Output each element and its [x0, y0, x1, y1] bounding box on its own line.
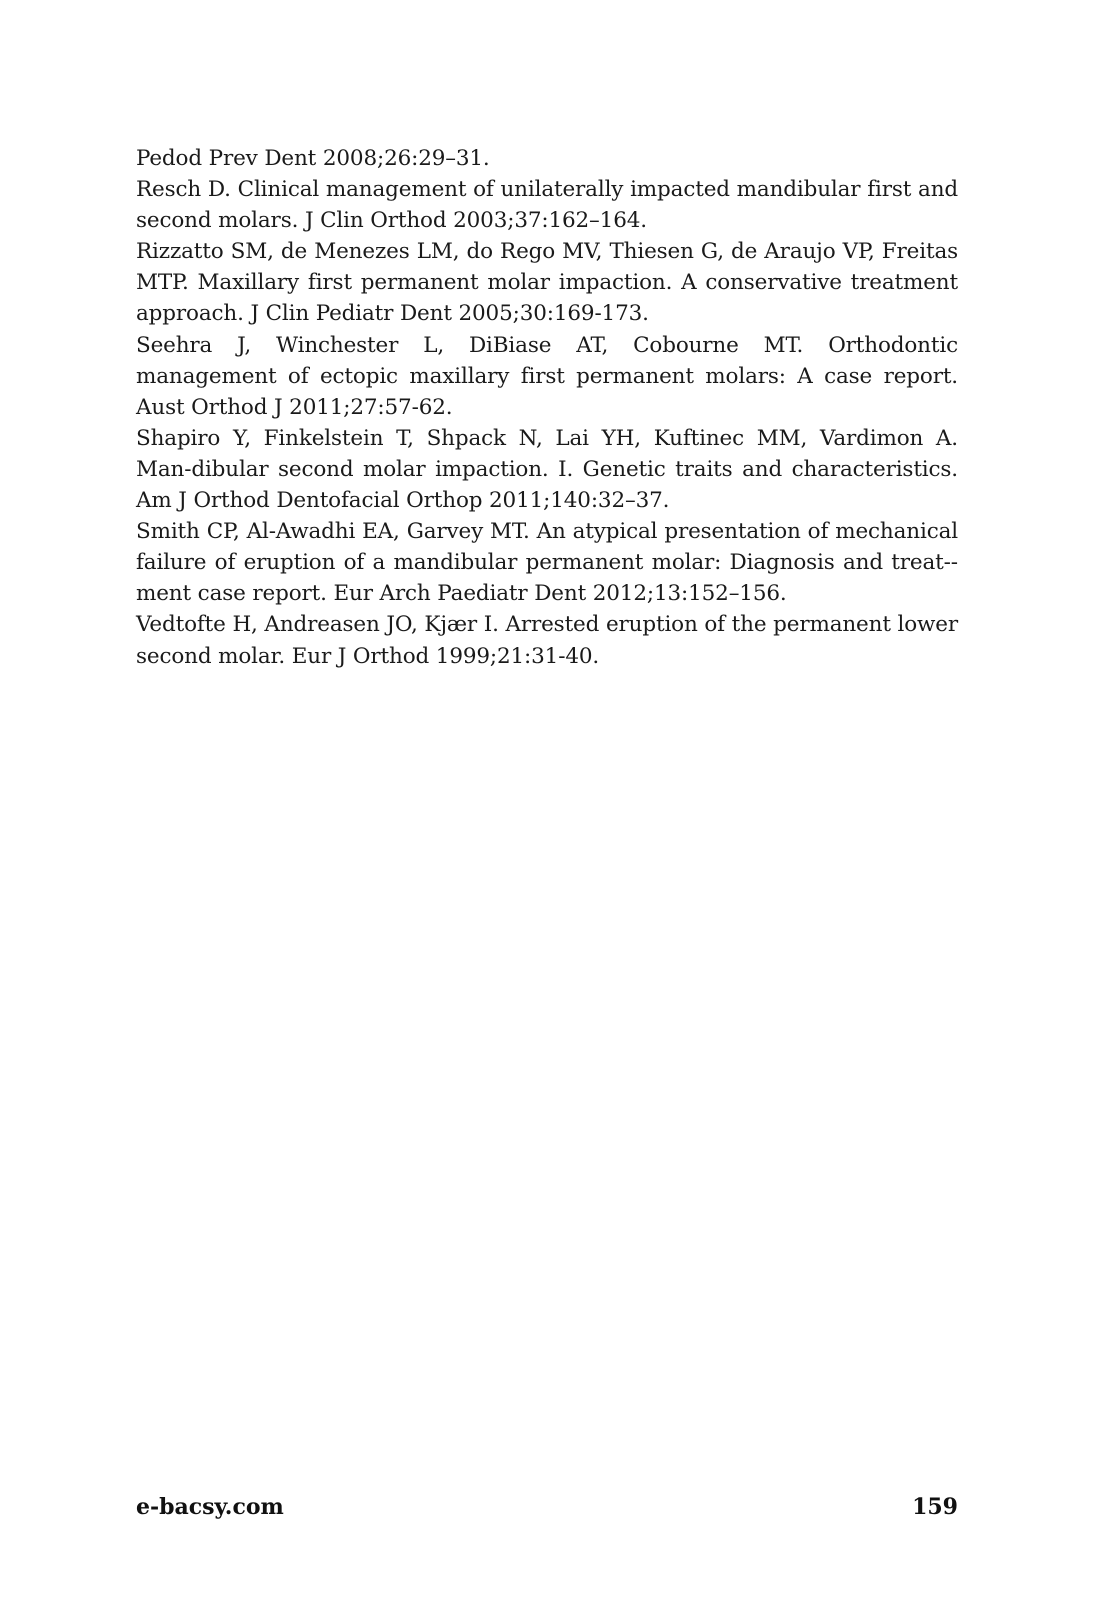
reference-list: [136, 143, 958, 672]
reference-item: Shapiro Y, Finkelstein T, Shpack N, Lai YH, Kuftinec MM, Vardimon A. Man-dibular second molar impaction. I. Genetic traits and characteristics. Am J Orthod Dentofacial Orthop 2011;140:32–37.: [136, 425, 958, 514]
reference-item: Rizzatto SM, de Menezes LM, do Rego MV, Thiesen G, de Araujo VP, Freitas MTP. Maxillary first permanent molar impaction. A conservative treatment approach. J Clin Pediatr Dent 2005;30:169-173.: [136, 239, 958, 327]
reference-item: Pedod Prev Dent 2008;26:29–31.: [136, 146, 490, 171]
footer-website: e-bacsy.com: [136, 1494, 284, 1520]
page-number: 159: [912, 1494, 958, 1520]
reference-item: Seehra J, Winchester L, DiBiase AT, Cobourne MT. Orthodontic management of ectopic maxillary first permanent molars: A case report. Aust Orthod J 2011;27:57-62.: [136, 332, 958, 420]
reference-item: Smith CP, Al-Awadhi EA, Garvey MT. An atypical presentation of mechanical failure of eruption of a mandibular permanent molar: Diagnosis and treat-ment case report. Eur Arch Paediatr Dent 2012;13:152–156.: [136, 519, 958, 607]
reference-item: Resch D. Clinical management of unilaterally impacted mandibular first and second molars. J Clin Orthod 2003;37:162–164.: [136, 177, 958, 234]
reference-item: Vedtofte H, Andreasen JO, Kjær I. Arrested eruption of the permanent lower second molar. Eur J Orthod 1999;21:31-40.: [136, 612, 958, 669]
